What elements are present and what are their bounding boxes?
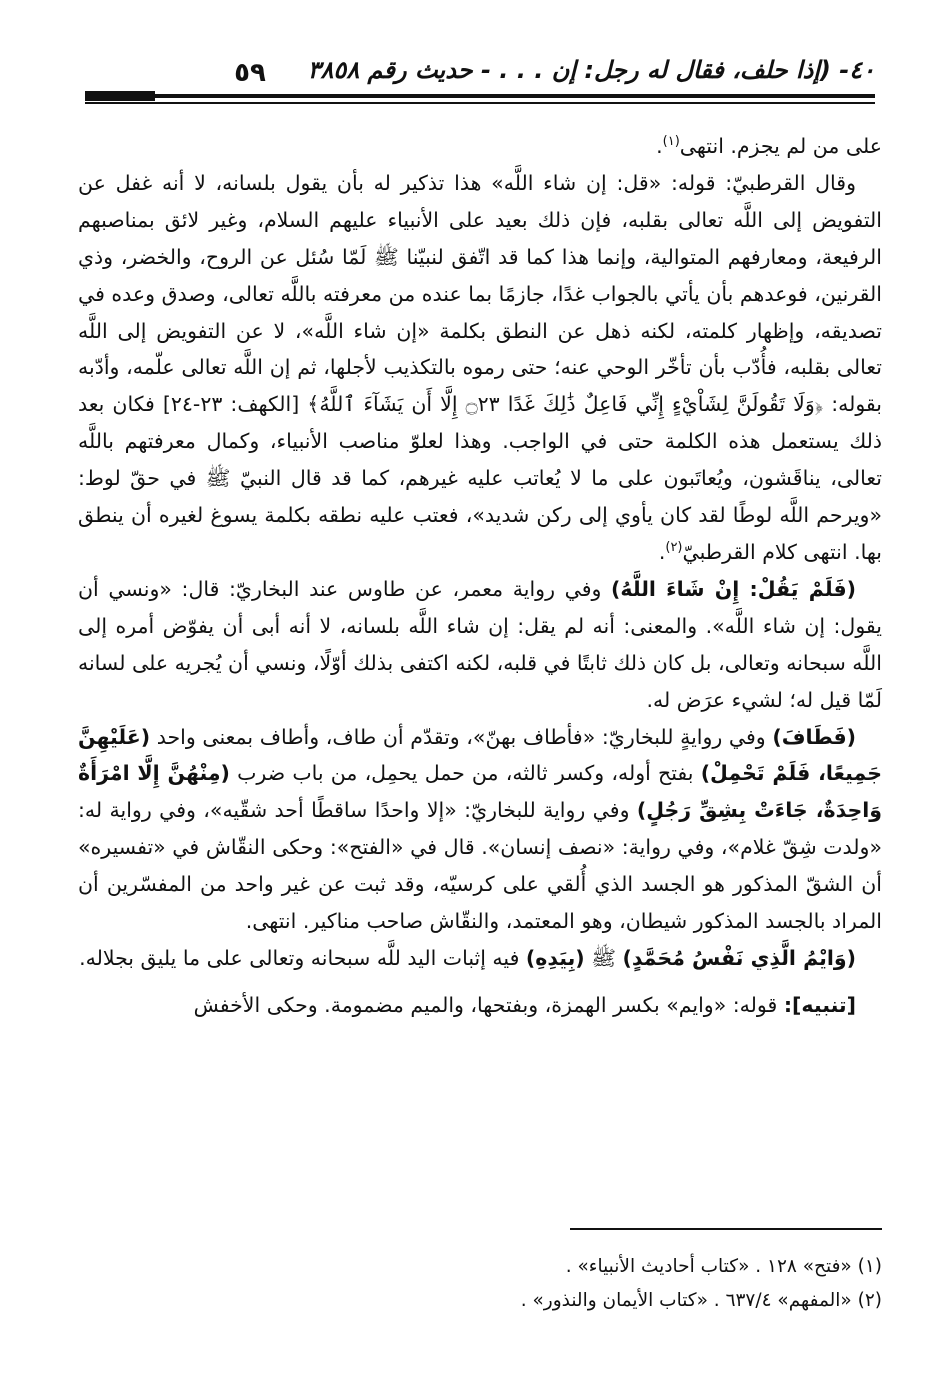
footnote-2: (٢) «المفهم» ٦٣٧/٤ . «كتاب الأيمان والنذور» .: [520, 1290, 882, 1311]
hadith-lemma: (عَلَيْهِنَّ جَمِيعًا، فَلَمْ تَحْمِلْ): [78, 724, 883, 786]
main-text: [78, 128, 882, 1024]
header-rule-thin: [85, 102, 875, 104]
footnote-ref-1: (١): [662, 134, 680, 150]
footnotes: [78, 1250, 882, 1318]
note-label: [تنبيه]:: [783, 992, 856, 1017]
hadith-lemma: (بِيَدِهِ): [525, 945, 585, 970]
paragraph-lam-yaqul: (فَلَمْ يَقُلْ: إِنْ شَاءَ اللَّهُ) وفي رواية معمر، عن طاوس عند البخاريّ: قال: «ونسي أن يقول: إن شاء اللَّه». والمعنى: أنه لم يقل: إن شاء اللَّه بلسانه، لا أنه أبى أن يفوّض أمره إلى اللَّه سبحانه وتعالى، بل كان ذلك ثابتًا في قلبه، لكنه اكتفى بذلك أوّلًا، ونسي أن يُجريه على لسانه لَمّا قيل له؛ لشيء عرَض له.: [77, 576, 882, 712]
paragraph-tanbih: [تنبيه]: قوله: «وايم» بكسر الهمزة، وبفتحها، والميم مضمومة. وحكى الأخفش: [193, 992, 856, 1017]
paragraph-qurtubi: وقال القرطبيّ: قوله: «قل: إن شاء اللَّه» هذا تذكير له بأن يقول بلسانه، لا أنه غفل عن التفويض إلى اللَّه تعالى بقلبه، فإن ذلك بعيد على الأنبياء عليهم السلام، وغير لائق بمناصبهم الرفيعة، ومعارفهم المتوالية، وإنما هذا كما قد اتّفق لنبيّنا ﷺ لَمّا سُئل عن الروح، والخضر، وذي القرنين، فوعدهم بأن يأتي بالجواب غدًا، جازمًا بما عنده من معرفته باللَّه تعالى، وصدق وعده في تصديقه، وإظهار كلمته، لكنه ذهل عن النطق بكلمة «إن شاء اللَّه»، لا عن التفويض إلى اللَّه تعالى بقلبه، فأُدّب بأن تأخّر الوحي عنه؛ حتى رموه بالتكذيب لأجلها، ثم إن اللَّه تعالى علّمه، وأدّبه بقوله: ﴿وَلَا تَقُولَنَّ لِشَاْيْءٍ إِنِّي فَاعِلٌ ذَٰلِكَ غَدًا ۝٢٣ إِلَّا أَن يَشَآءَ ٱللَّهُ﴾ [الكهف: ٢٣-٢٤] فكان بعد ذلك يستعمل هذه الكلمة حتى في الواجب. وهذا لعلوّ مناصب الأنبياء، وكمال معرفتهم باللَّه تعالى، يناقَشون، ويُعاتَبون على ما لا يُعاتب عليه غيرهم، كما قد قال النبيّ ﷺ في حقّ لوط: «ويرحم اللَّه لوطًا لقد كان يأوي إلى ركن شديد»، فعتب عليه نطقه بكلمة يسوغ لغيره أن ينطق بها. انتهى كلام القرطبيّ$^{(٢)}$.: [78, 170, 883, 564]
paragraph-wa-aymu: (وَايْمُ الَّذِي نَفْسُ مُحَمَّدٍ) ﷺ (بِيَدِهِ) فيه إثبات اليد للَّه سبحانه وتعالى على ما يليق بجلاله.: [79, 945, 856, 970]
paragraph-continuation: على من لم يجزم. انتهى$^{(١)}$.: [656, 134, 882, 158]
header-rule-left-top: [85, 91, 155, 94]
hadith-lemma: (مِنْهُنَّ إِلَّا امْرَأَةٌ وَاحِدَةٌ، جَاءَتْ بِشِقِّ رَجُلٍ): [78, 761, 882, 823]
hadith-lemma: (فَلَمْ يَقُلْ: إِنْ شَاءَ اللَّهُ): [611, 576, 856, 601]
header-rule-thick: [85, 94, 875, 98]
hadith-lemma: (وَايْمُ الَّذِي نَفْسُ مُحَمَّدٍ): [622, 945, 856, 970]
hadith-lemma: (فَطَافَ): [772, 724, 856, 749]
footnote-ref-2: (٢): [665, 540, 683, 556]
page-number: ٥٩: [234, 58, 266, 88]
page-header: [85, 48, 875, 108]
paragraph-gap: [78, 977, 882, 987]
running-title: ٤٠- (إذا حلف، فقال له رجل: إن . . . - حديث رقم ٣٨٥٨: [307, 56, 875, 84]
footnote-separator: [570, 1228, 882, 1230]
header-rule-left-bottom: [85, 98, 155, 101]
paragraph-fataf: (فَطَافَ) وفي روايةٍ للبخاريّ: «فأطاف بهنّ»، وتقدّم أن طاف، وأطاف بمعنى واحد (عَلَيْهِنَّ جَمِيعًا، فَلَمْ تَحْمِلْ) بفتح أوله، وكسر ثالثه، من حمل يحمِل، من باب ضرب (مِنْهُنَّ إِلَّا امْرَأَةٌ وَاحِدَةٌ، جَاءَتْ بِشِقِّ رَجُلٍ) وفي رواية للبخاريّ: «إلا واحدًا ساقطًا أحد شقّيه»، وفي رواية له: «ولدت شِقّ غلام»، وفي رواية: «نصف إنسان». قال في «الفتح»: وحكى النقّاش في «تفسيره» أن الشقّ المذكور هو الجسد الذي أُلقي على كرسيّه، وقد ثبت عن غير واحد من المفسّرين أن المراد بالجسد المذكور شيطان، وهو المعتمد، والنقّاش صاحب مناكير. انتهى.: [78, 724, 883, 934]
footnote-1: (١) «فتح» ١٢٨ . «كتاب أحاديث الأنبياء» .: [565, 1256, 882, 1277]
